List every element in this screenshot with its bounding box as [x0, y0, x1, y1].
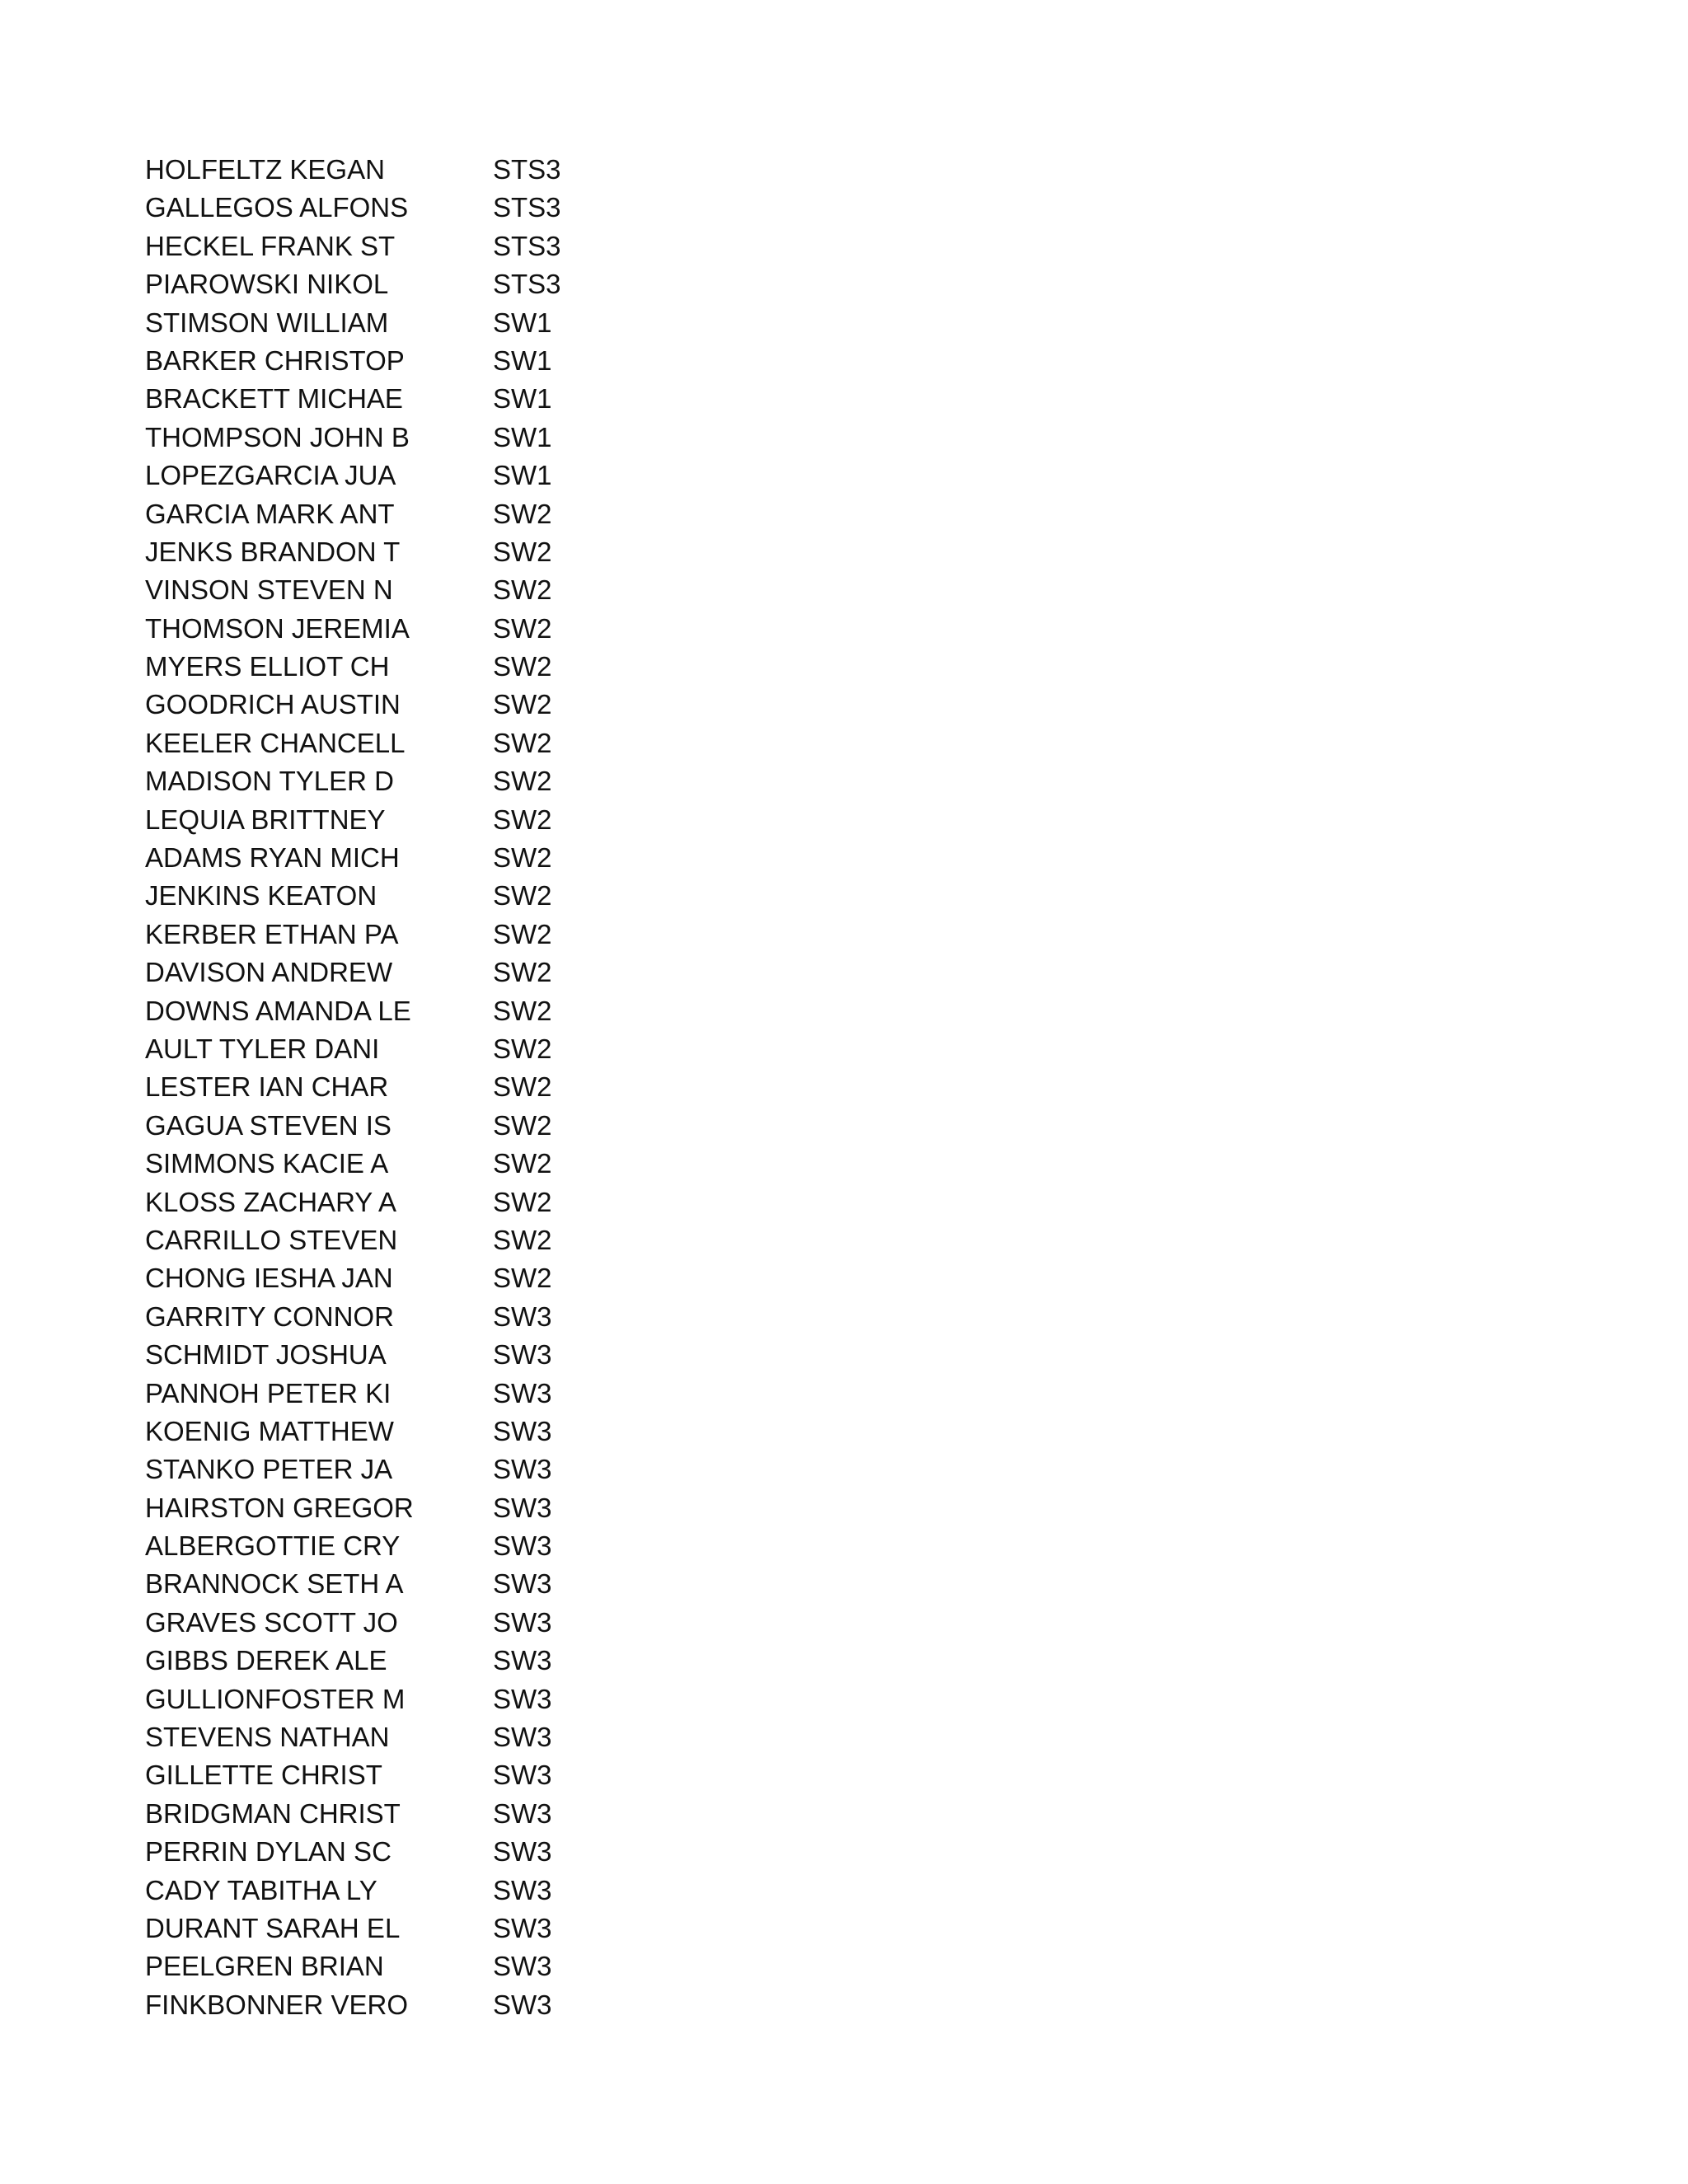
roster-row [145, 1795, 722, 1833]
roster-row [145, 839, 722, 877]
rate-code: SW2 [493, 995, 552, 1026]
roster-row [145, 877, 722, 915]
person-name: GARCIA MARK ANT [145, 498, 395, 529]
person-name: STEVENS NATHAN [145, 1722, 390, 1753]
roster-row [145, 1336, 722, 1374]
roster-row [145, 1565, 722, 1603]
roster-row [145, 1642, 722, 1680]
roster-row [145, 265, 722, 303]
person-name: CADY TABITHA LY [145, 1874, 377, 1905]
person-name: STIMSON WILLIAM [145, 307, 389, 338]
roster-row [145, 648, 722, 686]
roster-row [145, 1718, 722, 1756]
rate-code: SW3 [493, 1912, 552, 1943]
person-name: GARRITY CONNOR [145, 1301, 394, 1332]
person-name: DAVISON ANDREW [145, 957, 393, 988]
person-name: GIBBS DEREK ALE [145, 1645, 387, 1676]
roster-row [145, 1604, 722, 1642]
rate-code: SW3 [493, 1989, 552, 2020]
roster-row [145, 151, 722, 189]
roster-row [145, 1259, 722, 1297]
roster-list [145, 151, 722, 2024]
rate-code: SW2 [493, 727, 552, 758]
roster-row [145, 1680, 722, 1718]
rate-code: SW2 [493, 1224, 552, 1255]
person-name: DOWNS AMANDA LE [145, 995, 411, 1026]
rate-code: SW3 [493, 1377, 552, 1408]
person-name: MYERS ELLIOT CH [145, 651, 390, 682]
person-name: GALLEGOS ALFONS [145, 192, 409, 223]
roster-row [145, 1298, 722, 1336]
person-name: SIMMONS KACIE A [145, 1148, 389, 1179]
person-name: PEELGREN BRIAN [145, 1951, 384, 1982]
roster-row [145, 1221, 722, 1259]
person-name: ADAMS RYAN MICH [145, 842, 400, 874]
rate-code: SW3 [493, 1836, 552, 1868]
person-name: SCHMIDT JOSHUA [145, 1339, 387, 1371]
roster-row [145, 1145, 722, 1183]
rate-code: SW3 [493, 1301, 552, 1332]
rate-code: SW2 [493, 1263, 552, 1294]
rate-code: SW2 [493, 1109, 552, 1141]
rate-code: SW2 [493, 1186, 552, 1217]
person-name: GULLIONFOSTER M [145, 1683, 406, 1714]
roster-row [145, 380, 722, 418]
rate-code: SW1 [493, 307, 552, 338]
roster-row [145, 801, 722, 839]
roster-row [145, 342, 722, 380]
rate-code: STS3 [493, 230, 561, 261]
person-name: BRANNOCK SETH A [145, 1568, 404, 1600]
person-name: KOENIG MATTHEW [145, 1415, 394, 1446]
roster-row [145, 1947, 722, 1985]
rate-code: SW3 [493, 1492, 552, 1523]
person-name: CHONG IESHA JAN [145, 1263, 393, 1294]
person-name: LEQUIA BRITTNEY [145, 804, 386, 835]
rate-code: SW2 [493, 1148, 552, 1179]
rate-code: SW3 [493, 1722, 552, 1753]
roster-row [145, 610, 722, 648]
rate-code: SW2 [493, 918, 552, 949]
person-name: KEELER CHANCELL [145, 727, 406, 758]
rate-code: SW1 [493, 460, 552, 491]
person-name: VINSON STEVEN N [145, 574, 393, 606]
rate-code: SW2 [493, 1071, 552, 1103]
rate-code: SW3 [493, 1454, 552, 1485]
rate-code: SW3 [493, 1760, 552, 1791]
rate-code: SW3 [493, 1645, 552, 1676]
roster-row [145, 1756, 722, 1794]
roster-row [145, 762, 722, 800]
person-name: CARRILLO STEVEN [145, 1224, 398, 1255]
person-name: LESTER IAN CHAR [145, 1071, 389, 1103]
rate-code: SW2 [493, 804, 552, 835]
person-name: ALBERGOTTIE CRY [145, 1530, 401, 1562]
person-name: LOPEZGARCIA JUA [145, 460, 396, 491]
person-name: HAIRSTON GREGOR [145, 1492, 414, 1523]
roster-row [145, 1068, 722, 1106]
rate-code: SW2 [493, 574, 552, 606]
person-name: KERBER ETHAN PA [145, 918, 399, 949]
rate-code: SW2 [493, 1033, 552, 1064]
roster-row [145, 1833, 722, 1871]
roster-row [145, 1183, 722, 1221]
roster-row [145, 686, 722, 724]
person-name: JENKINS KEATON [145, 880, 377, 912]
person-name: BRIDGMAN CHRIST [145, 1797, 401, 1829]
roster-row [145, 1489, 722, 1527]
roster-row [145, 533, 722, 571]
rate-code: SW3 [493, 1874, 552, 1905]
person-name: THOMPSON JOHN B [145, 421, 410, 452]
person-name: AULT TYLER DANI [145, 1033, 380, 1064]
rate-code: SW2 [493, 880, 552, 912]
roster-row [145, 419, 722, 457]
person-name: FINKBONNER VERO [145, 1989, 409, 2020]
roster-row [145, 1910, 722, 1947]
roster-row [145, 457, 722, 494]
rate-code: SW3 [493, 1568, 552, 1600]
rate-code: SW2 [493, 651, 552, 682]
rate-code: SW2 [493, 842, 552, 874]
person-name: HECKEL FRANK ST [145, 230, 396, 261]
rate-code: STS3 [493, 154, 561, 185]
roster-row [145, 571, 722, 609]
person-name: GAGUA STEVEN IS [145, 1109, 392, 1141]
rate-code: SW3 [493, 1415, 552, 1446]
person-name: HOLFELTZ KEGAN [145, 154, 385, 185]
rate-code: SW2 [493, 957, 552, 988]
roster-row [145, 992, 722, 1030]
person-name: DURANT SARAH EL [145, 1912, 401, 1943]
rate-code: SW1 [493, 344, 552, 376]
person-name: GILLETTE CHRIST [145, 1760, 382, 1791]
rate-code: SW3 [493, 1530, 552, 1562]
roster-row [145, 495, 722, 533]
rate-code: SW2 [493, 536, 552, 567]
rate-code: SW2 [493, 689, 552, 720]
person-name: PIAROWSKI NIKOL [145, 269, 389, 300]
rate-code: SW3 [493, 1606, 552, 1638]
rate-code: SW2 [493, 766, 552, 797]
roster-row [145, 1872, 722, 1910]
person-name: GRAVES SCOTT JO [145, 1606, 398, 1638]
rate-code: SW3 [493, 1339, 552, 1371]
roster-row [145, 1030, 722, 1068]
roster-row [145, 724, 722, 762]
person-name: JENKS BRANDON T [145, 536, 401, 567]
rate-code: SW1 [493, 383, 552, 415]
roster-row [145, 916, 722, 954]
roster-row [145, 227, 722, 265]
person-name: PERRIN DYLAN SC [145, 1836, 392, 1868]
roster-row [145, 954, 722, 991]
roster-row [145, 1413, 722, 1451]
person-name: BARKER CHRISTOP [145, 344, 405, 376]
person-name: KLOSS ZACHARY A [145, 1186, 397, 1217]
roster-row [145, 1527, 722, 1565]
roster-row [145, 1451, 722, 1488]
person-name: GOODRICH AUSTIN [145, 689, 401, 720]
rate-code: STS3 [493, 269, 561, 300]
person-name: MADISON TYLER D [145, 766, 394, 797]
person-name: BRACKETT MICHAE [145, 383, 403, 415]
person-name: THOMSON JEREMIA [145, 612, 410, 644]
roster-row [145, 1107, 722, 1145]
person-name: PANNOH PETER KI [145, 1377, 392, 1408]
rate-code: STS3 [493, 192, 561, 223]
rate-code: SW3 [493, 1797, 552, 1829]
roster-row [145, 1375, 722, 1413]
rate-code: SW3 [493, 1951, 552, 1982]
roster-row [145, 189, 722, 227]
person-name: STANKO PETER JA [145, 1454, 393, 1485]
rate-code: SW2 [493, 612, 552, 644]
rate-code: SW2 [493, 498, 552, 529]
rate-code: SW1 [493, 421, 552, 452]
roster-row [145, 1986, 722, 2024]
roster-row [145, 304, 722, 342]
rate-code: SW3 [493, 1683, 552, 1714]
